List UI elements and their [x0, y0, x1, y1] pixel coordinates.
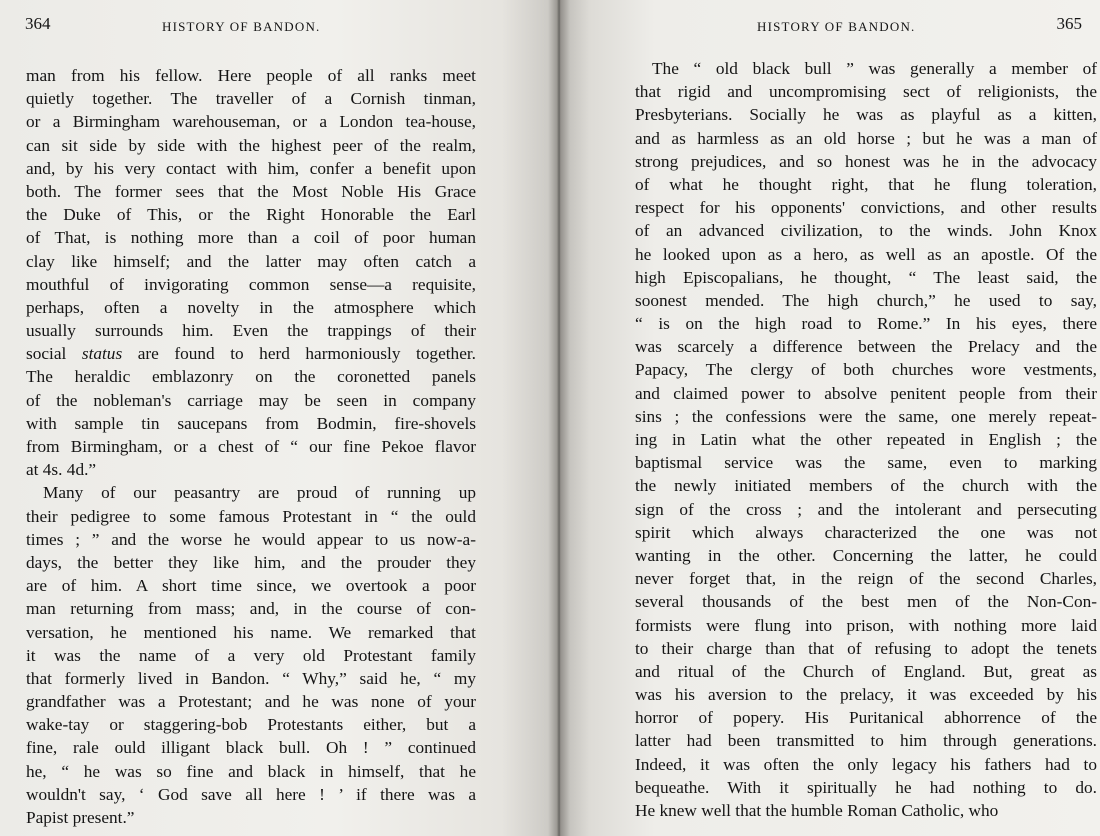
text-line: and as harmless as an old horse ; but he was a man of: [635, 128, 1097, 148]
text-line: man from his fellow. Here people of all ranks meet: [26, 66, 476, 85]
left-page-number: 364: [25, 14, 51, 33]
text-line: man returning from mass; and, in the course of con-: [26, 599, 476, 619]
text-line: versation, he mentioned his name. We remarked that: [26, 622, 476, 642]
text-line: perhaps, often a novelty in the atmosphere which: [26, 297, 476, 317]
text-line: to their charge than that of refusing to adopt the tenets: [635, 638, 1097, 658]
text-line: He knew well that the humble Roman Catholic, who: [635, 801, 999, 820]
text-line: spirit which always characterized the one was not: [635, 522, 1097, 542]
text-line: with sample tin saucepans from Bodmin, fire-shovels: [26, 413, 476, 433]
text-line: was his aversion to the prelacy, it was exceeded by his: [635, 685, 1097, 705]
text-line: at 4s. 4d.”: [26, 460, 97, 480]
text-line: of That, is nothing more than a coil of poor human: [26, 228, 476, 248]
text-line: baptismal service was the same, even to marking: [635, 453, 1097, 473]
text-line: days, the better they like him, and the prouder they: [26, 552, 476, 572]
right-body-text: [635, 57, 1097, 822]
text-line: of what he thought right, that he flung toleration,: [635, 174, 1097, 194]
text-line: can sit side by side with the highest peer of the realm,: [26, 135, 476, 155]
text-line: and ritual of the Church of England. But, great as: [635, 661, 1097, 681]
text-line: sign of the cross ; and the intolerant and persecuting: [635, 499, 1097, 519]
text-line: strong prejudices, and so honest was he in the advocacy: [635, 151, 1097, 171]
text-line: clay like himself; and the latter may often catch a: [26, 251, 476, 271]
right-running-head: HISTORY OF BANDON.: [757, 19, 916, 34]
text-line: Papacy, The clergy of both churches wore vestments,: [635, 360, 1097, 380]
text-line: Papist present.”: [26, 808, 135, 827]
text-line: both. The former sees that the Most Noble His Grace: [26, 181, 476, 201]
text-line: respect for his opponents' convictions, and other results: [635, 198, 1097, 218]
text-line: grandfather was a Protestant; and he was none of your: [26, 692, 476, 712]
text-line: he, “ he was so fine and black in himself, that he: [26, 761, 476, 781]
text-line: and, by his very contact with him, confer a benefit upon: [26, 158, 476, 178]
text-line: never forget that, in the reign of the second Charles,: [635, 569, 1097, 589]
text-line: it was the name of a very old Protestant family: [26, 645, 476, 665]
text-line: Presbyterians. Socially he was as playful as a kitten,: [635, 105, 1097, 125]
text-line: high Episcopalians, he thought, “ The least said, the: [635, 267, 1097, 287]
text-line: latter had been transmitted to him through generations.: [635, 731, 1097, 751]
text-line: their pedigree to some famous Protestant in “ the ould: [26, 506, 476, 526]
right-page: [557, 0, 1100, 836]
text-line: and claimed power to absolve penitent people from their: [635, 383, 1097, 403]
text-line: or a Birmingham warehouseman, or a London tea-house,: [26, 112, 476, 132]
text-line: Indeed, it was often the only legacy his fathers had to: [635, 754, 1097, 774]
italic-word: status: [81, 344, 123, 364]
text-line: social status are found to herd harmoniously together.: [26, 344, 476, 364]
text-line: from Birmingham, or a chest of “ our fine Pekoe flavor: [26, 437, 476, 456]
text-line: of the nobleman's carriage may be seen in company: [26, 390, 476, 410]
text-line: formists were flung into prison, with nothing more laid: [635, 615, 1097, 635]
text-line: he looked upon as a hero, as well as an apostle. Of the: [635, 244, 1097, 264]
text-line: the Duke of This, or the Right Honorable the Earl: [26, 205, 476, 225]
text-line: of an advanced civilization, to the winds. John Knox: [635, 221, 1097, 241]
text-line: that rigid and uncompromising sect of religionists, the: [635, 82, 1097, 102]
text-line: wanting in the other. Concerning the latter, he could: [635, 545, 1097, 565]
left-body-text: [26, 64, 476, 829]
text-line: sins ; the confessions were the same, one merely repeat-: [635, 406, 1097, 426]
text-line: several thousands of the best men of the Non-Con-: [635, 592, 1097, 612]
right-page-number: 365: [1056, 14, 1082, 33]
text-line: soonest mended. The high church,” he used to say,: [635, 290, 1097, 310]
text-line: are of him. A short time since, we overtook a poor: [26, 576, 476, 596]
text-line: wouldn't say, ‘ God save all here ! ’ if there was a: [26, 784, 476, 804]
left-running-head: HISTORY OF BANDON.: [162, 19, 321, 34]
text-line: was scarcely a difference between the Prelacy and the: [635, 337, 1097, 357]
text-line: quietly together. The traveller of a Cornish tinman,: [26, 89, 476, 109]
text-line: bequeathe. With it spiritually he had nothing to do.: [635, 777, 1097, 797]
text-line: fine, rale ould illigant black bull. Oh ! ” continued: [26, 738, 476, 758]
text-line: The “ old black bull ” was generally a member of: [652, 59, 1097, 78]
text-line: times ; ” and the worse he would appear to us now-a-: [26, 529, 476, 549]
text-line: horror of popery. His Puritanical abhorrence of the: [635, 708, 1097, 728]
text-line: The heraldic emblazonry on the coronetted panels: [26, 367, 476, 387]
text-line: that formerly lived in Bandon. “ Why,” said he, “ my: [26, 668, 476, 688]
text-line: mouthful of invigorating common sense—a requisite,: [26, 274, 476, 294]
text-line: Many of our peasantry are proud of running up: [43, 483, 476, 503]
text-line: ing in Latin what the other repeated in English ; the: [635, 430, 1097, 449]
text-line: the newly initiated members of the church with the: [635, 476, 1097, 496]
text-line: “ is on the high road to Rome.” In his eyes, there: [635, 314, 1097, 334]
text-line: usually surrounds him. Even the trappings of their: [26, 321, 476, 341]
text-line: wake-tay or staggering-bob Protestants either, but a: [26, 715, 476, 735]
